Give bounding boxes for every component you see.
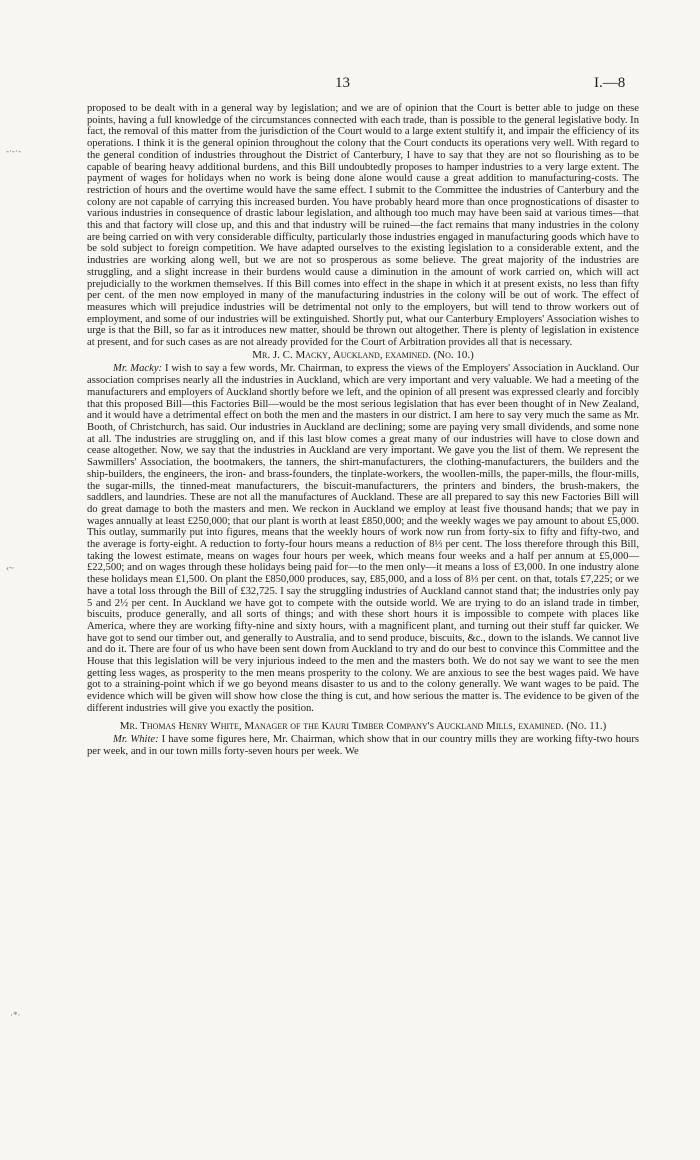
witness-heading: Mr. J. C. Macky, Auckland, examined. (No. 10.) xyxy=(252,348,474,361)
document-body xyxy=(87,103,639,758)
margin-mark: ·*· xyxy=(10,1010,21,1020)
page-number: 13 xyxy=(335,75,350,91)
margin-mark: -·-·- xyxy=(6,146,21,156)
witness-heading: Mr. Thomas Henry White, Manager of the Kauri Timber Company's Auckland Mills, examined. (No. 11.) xyxy=(119,719,607,732)
speaker-name: Mr. Macky: xyxy=(113,363,163,375)
testimony-paragraph xyxy=(87,734,639,757)
testimony-text: I have some figures here, Mr. Chairman, which show that in our country mills they are working fifty-two hours per week, and in our town mills forty-seven hours per week. We xyxy=(87,734,640,757)
margin-mark: ‹~ xyxy=(6,563,14,573)
testimony-text: I wish to say a few words, Mr. Chairman, to express the views of the Employers' Association in Auckland. Our association comprises nearly all the industries in Auckland, which are very important and very valuable. We had a meeting of the manufacturers and employers of Auckland shortly before we left, and the opinion of all present was expressed clearly and forcibly that this proposed Bill—this Factories Bill—would be the most serious legislation that has ever been thought of in New Zealand, and it would have a detrimental effect on both the men and the masters in our district. I am here to say very much the same as Mr. Booth, of Christchurch, has said. Our industries in Auckland are declining; some are paying very small dividends, and some none at all. The industries are struggling on, and if this last blow comes a great many of our industries will have to close down and cease altogether. Now, we say that the industries in Auckland are very important. We gave you the list of them. We represent the Sawmillers' Association, the bootmakers, the tanners, the shirt-manufacturers, the clothing-manufacturers, the builders and the ship-builders, the engineers, the iron- and brass-founders, the tinplate-workers, the woollen-mills, the paper-mills, the flour-mills, the sugar-mills, the tinned-meat manufacturers, the biscuit-manufacturers, the printers and binders, the brush-makers, the saddlers, and laundries. These are not all the manufactures of Auckland. These are all prepared to say this new Factories Bill will do great damage to both the masters and men. We reckon in Auckland we employ at least five thousand hands; that we pay in wages annually at least £250,000; that our plant is worth at least £850,000; and the weekly wages we pay amount to about £5,000. This outlay, summarily put into figures, means that the weekly hours of work now run from forty-six to fifty and fifty-two, and the average is forty-eight. A reduction to forty-four hours means a reduction of 8⅓ per cent. The loss therefore through this Bill, taking the lowest estimate, means on wages four hours per week, which means four weeks and a half per annum at £5,000—£22,500; and on wages through these holidays being paid for—to the men only—it means a loss of £3,000. In one industry alone these holidays mean £1,500. On plant the £850,000 produces, say, £85,000, and a loss of 8⅓ per cent. on that, totals £7,225; or we have a total loss through the Bill of £32,725. I say the struggling industries of Auckland cannot stand that; the industries only pay 5 and 2½ per cent. In Auckland we have got to compete with the outside world. We are trying to do an island trade in timber, biscuits, produce generally, and all sorts of things; and with these short hours it is impossible to compete with places like America, where they are working fifty-nine and sixty hours, with a magnificent plant, and turning out their stuff far quicker. We have got to send our timber out, and generally to Australia, and to send produce, biscuits, &c., down to the islands. We cannot live and do it. There are four of us who have been sent down from Auckland to try and do our best to convince this Committee and the House that this legislation will be very injurious indeed to the men and the masters both. We do not say we want to see the men getting less wages, as prosperity to the men means prosperity to the colony. We are anxious to see the best wages paid. We have got to a straining-point which if we go beyond means disaster to us and to the colony generally. We want wages to be paid. The evidence which will be given will show how close the thing is cut, and how serious the matter is. The evidence to be given of the different industries will give you exactly the position. xyxy=(87,363,640,714)
speaker-name: Mr. White: xyxy=(113,734,159,746)
testimony-paragraph xyxy=(87,363,639,714)
paragraph-continuation: proposed to be dealt with in a general way by legislation; and we are of opinion that the Court is better able to judge on these points, having a full knowledge of the circumstances connected with each trade, than is possible to the general legislative body. In fact, the removal of this matter from the jurisdiction of the Court would to a large extent stultify it, and impair the efficiency of its operations. I think it is the general opinion throughout the colony that the Court conducts its operations very well. With regard to the general condition of industries throughout the District of Canterbury, I have to say that they are not so flourishing as to be capable of bearing heavy additional burdens, and this Bill undoubtedly proposes to hamper industries to a very large extent. The payment of wages for holidays when no work is being done alone would cause a great addition to manufacturing-costs. The restriction of hours and the overtime would have the same effect. I submit to the Committee the industries of Canterbury and the colony are not capable of carrying this increased burden. You have probably heard more than once prognostications of disaster to various industries in consequence of drastic labour legislation, and although too much may have been said at various times—that this and that factory will close up, and this and that industry will be ruined—the fact remains that many industries in the colony are being carried on with very considerable difficulty, particularly those industries engaged in manufacturing goods which have to be sold subject to foreign competition. We have adapted ourselves to the existing legislation to a considerable extent, and the industries are working along well, but we are not so prosperous as some believe. The great majority of the industries are struggling, and a slight increase in their burdens would cause a diminution in the amount of work carried on, which will act prejudicially to the workmen themselves. If this Bill comes into effect in the shape in which it at present exists, no less than fifty per cent. of the men now employed in many of the manufacturing industries in the colony will be out of work. The effect of measures which will prejudice industries will be detrimental not only to the employers, but will tend to throw workers out of employment, and some of our industries will be extinguished. Shortly put, what our Canterbury Employers' Association wishes to urge is that the Bill, so far as it introduces new matter, should be thrown out altogether. There is plenty of legislation in existence at present, and for such cases as are not already provided for the Court of Arbitration provides all that is necessary. xyxy=(87,103,639,349)
page-reference: I.—8 xyxy=(594,75,626,91)
